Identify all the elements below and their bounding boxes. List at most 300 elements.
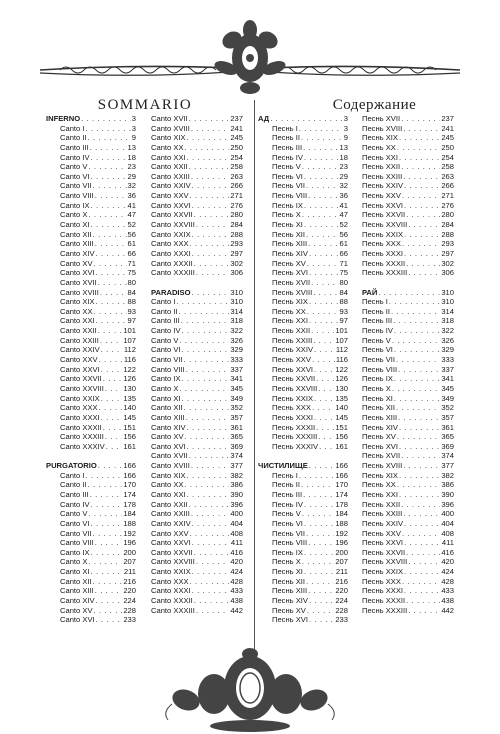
canto-label: Canto I xyxy=(151,297,176,307)
canto-label: Canto XXII xyxy=(60,326,97,336)
canto-label: Песнь XXVI xyxy=(362,200,404,210)
dot-leader xyxy=(192,586,230,596)
page-number: 297 xyxy=(441,248,454,258)
dot-leader xyxy=(408,220,440,230)
toc-spacer xyxy=(258,451,348,461)
canto-label: Песнь I xyxy=(272,470,298,480)
toc-entry xyxy=(46,336,136,346)
toc-entry xyxy=(46,191,136,201)
toc-entry xyxy=(46,365,136,375)
page-number: 310 xyxy=(230,297,243,307)
canto-label: Песнь V xyxy=(362,335,391,345)
page-number: 302 xyxy=(230,258,243,268)
dot-leader xyxy=(91,220,127,230)
toc-entry xyxy=(258,615,348,625)
dot-leader xyxy=(308,586,334,596)
toc-entry xyxy=(258,471,348,481)
toc-entry xyxy=(362,538,454,548)
toc-entry xyxy=(258,567,348,577)
dot-leader xyxy=(311,326,334,336)
dot-leader xyxy=(105,384,122,394)
page-number: 433 xyxy=(441,586,454,596)
canto-label: Canto XXIV xyxy=(151,181,191,191)
dot-leader xyxy=(192,201,230,211)
dot-leader xyxy=(270,114,343,124)
toc-entry xyxy=(46,230,136,240)
canto-label: Песнь XXVIII xyxy=(272,383,318,393)
dot-leader xyxy=(189,500,230,510)
page-number: 29 xyxy=(127,171,136,181)
canto-label: Песнь XXI xyxy=(362,489,398,499)
dot-leader xyxy=(302,557,335,567)
toc-entry xyxy=(46,143,136,153)
top-ornament-illustration xyxy=(0,0,500,100)
page-number: 369 xyxy=(230,441,243,451)
dot-leader xyxy=(408,606,440,616)
dot-leader xyxy=(316,374,334,384)
toc-entry xyxy=(258,230,348,240)
toc-entry xyxy=(362,548,454,558)
section-title: РАЙ xyxy=(362,287,378,297)
page-number: 433 xyxy=(230,586,243,596)
dot-leader xyxy=(94,259,127,269)
canto-label: Песнь XXIII xyxy=(272,335,313,345)
page-number: 135 xyxy=(123,393,136,403)
dot-leader xyxy=(179,336,229,346)
dot-leader xyxy=(185,432,230,442)
toc-entry xyxy=(151,384,243,394)
toc-entry xyxy=(258,374,348,384)
page-number: 404 xyxy=(230,518,243,528)
canto-label: Canto XXIV xyxy=(151,518,191,528)
toc-entry xyxy=(258,336,348,346)
toc-entry xyxy=(151,548,243,558)
toc-entry xyxy=(151,345,243,355)
page-number: 245 xyxy=(441,133,454,143)
canto-label: Canto VI xyxy=(151,345,181,355)
page-number: 258 xyxy=(230,162,243,172)
page-number: 84 xyxy=(339,287,348,297)
page-number: 151 xyxy=(335,422,348,432)
canto-label: Canto VII xyxy=(151,355,183,365)
dot-leader xyxy=(88,557,122,567)
page-number: 75 xyxy=(127,268,136,278)
dot-leader xyxy=(194,548,230,558)
page-number: 216 xyxy=(335,576,348,586)
canto-label: Canto XXXI xyxy=(151,248,191,258)
toc-entry xyxy=(362,191,454,201)
dot-leader xyxy=(402,239,440,249)
dot-leader xyxy=(186,413,230,423)
dot-leader xyxy=(88,210,126,220)
toc-entry xyxy=(362,210,454,220)
toc-entry xyxy=(151,500,243,510)
dot-leader xyxy=(181,316,230,326)
page-number: 365 xyxy=(441,432,454,442)
dot-leader xyxy=(93,529,123,539)
page-number: 349 xyxy=(230,393,243,403)
toc-entry xyxy=(258,413,348,423)
canto-label: Canto XXVI xyxy=(151,200,191,210)
canto-label: Песнь XXVI xyxy=(362,538,404,548)
dot-leader xyxy=(306,230,339,240)
dot-leader xyxy=(319,442,334,452)
canto-label: Песнь XXV xyxy=(362,528,401,538)
dot-leader xyxy=(95,538,123,548)
page-number: 306 xyxy=(230,268,243,278)
toc-entry xyxy=(151,413,243,423)
canto-label: Canto X xyxy=(151,383,179,393)
dot-leader xyxy=(190,191,230,201)
toc-entry xyxy=(151,355,243,365)
dot-leader xyxy=(406,548,440,558)
page-number: 170 xyxy=(335,480,348,490)
dot-leader xyxy=(308,191,338,201)
page-number: 126 xyxy=(123,374,136,384)
page-number: 386 xyxy=(230,480,243,490)
canto-label: Песнь XXXII xyxy=(362,258,406,268)
dot-leader xyxy=(88,133,131,143)
dot-leader xyxy=(96,249,127,259)
canto-label: Песнь XVII xyxy=(362,451,401,461)
dot-leader xyxy=(182,394,230,404)
toc-entry xyxy=(151,480,243,490)
canto-label: Canto XIII xyxy=(151,412,185,422)
canto-label: Песнь XIX xyxy=(362,470,398,480)
dot-leader xyxy=(399,133,440,143)
canto-label: Песнь XXXI xyxy=(362,586,404,596)
dot-leader xyxy=(304,172,339,182)
toc-entry xyxy=(362,336,454,346)
toc-entry xyxy=(151,432,243,442)
toc-entry xyxy=(362,384,454,394)
toc-entry xyxy=(151,114,243,124)
dot-leader xyxy=(404,230,440,240)
canto-label: Песнь XIX xyxy=(362,133,398,143)
toc-entry xyxy=(151,423,243,433)
toc-entry xyxy=(151,162,243,172)
page-number: 352 xyxy=(230,403,243,413)
page-number: 178 xyxy=(123,499,136,509)
toc-entry xyxy=(151,239,243,249)
canto-label: Canto XXVII xyxy=(60,374,102,384)
canto-label: Песнь XI xyxy=(362,393,393,403)
dot-leader xyxy=(404,201,440,211)
dot-leader xyxy=(302,210,339,220)
canto-label: Песнь IV xyxy=(362,326,393,336)
dot-leader xyxy=(401,114,440,124)
canto-label: Canto XXX xyxy=(60,403,98,413)
dot-leader xyxy=(191,172,229,182)
toc-entry xyxy=(46,124,136,134)
dot-leader xyxy=(309,249,339,259)
page-number: 341 xyxy=(230,374,243,384)
dot-leader xyxy=(309,268,339,278)
dot-leader xyxy=(179,384,229,394)
toc-entry xyxy=(46,596,136,606)
toc-section-heading xyxy=(362,288,454,298)
dot-leader xyxy=(106,442,123,452)
toc-entry xyxy=(258,143,348,153)
dot-leader xyxy=(299,124,343,134)
page-number: 404 xyxy=(441,518,454,528)
dot-leader xyxy=(91,172,127,182)
toc-entry xyxy=(362,413,454,423)
page-number: 341 xyxy=(441,374,454,384)
page-number: 293 xyxy=(441,239,454,249)
canto-label: Canto XXXI xyxy=(60,412,100,422)
dot-leader xyxy=(194,259,230,269)
page-number: 357 xyxy=(441,412,454,422)
page-number: 442 xyxy=(441,605,454,615)
canto-label: Canto XXXIV xyxy=(60,441,105,451)
page-number: 161 xyxy=(335,441,348,451)
canto-label: Песнь XXXI xyxy=(272,412,314,422)
toc-entry xyxy=(258,220,348,230)
page-number: 166 xyxy=(123,461,136,471)
dot-leader xyxy=(408,268,440,278)
canto-label: Canto XXVII xyxy=(151,547,193,557)
page-number: 233 xyxy=(123,615,136,625)
toc-spacer xyxy=(151,278,243,288)
page-number: 178 xyxy=(335,499,348,509)
canto-label: Canto XVI xyxy=(60,615,95,625)
page-number: 61 xyxy=(127,239,136,249)
dot-leader xyxy=(196,557,229,567)
page-number: 322 xyxy=(441,326,454,336)
toc-entry xyxy=(362,365,454,375)
page-number: 29 xyxy=(339,171,348,181)
dot-leader xyxy=(100,288,127,298)
page-number: 420 xyxy=(230,557,243,567)
dot-leader xyxy=(194,596,230,606)
dot-leader xyxy=(190,577,230,587)
page-number: 32 xyxy=(127,181,136,191)
page-number: 211 xyxy=(123,567,136,577)
dot-leader xyxy=(184,403,230,413)
toc-entry xyxy=(46,557,136,567)
toc-entry xyxy=(258,162,348,172)
toc-entry xyxy=(362,326,454,336)
toc-entry xyxy=(258,124,348,134)
page-number: 97 xyxy=(127,316,136,326)
canto-label: Песнь XX xyxy=(272,306,306,316)
toc-entry xyxy=(46,374,136,384)
page-number: 228 xyxy=(335,605,348,615)
toc-entry xyxy=(46,278,136,288)
dot-leader xyxy=(185,143,230,153)
dot-leader xyxy=(93,181,127,191)
toc-entry xyxy=(362,114,454,124)
canto-label: Песнь I xyxy=(362,297,388,307)
canto-label: Canto IV xyxy=(60,499,90,509)
page-number: 216 xyxy=(123,576,136,586)
dot-leader xyxy=(394,374,440,384)
dot-leader xyxy=(90,143,127,153)
canto-label: Canto XVI xyxy=(151,441,186,451)
dot-leader xyxy=(103,374,123,384)
dot-leader xyxy=(91,201,127,211)
page-number: 13 xyxy=(127,142,136,152)
canto-label: Песнь XXIV xyxy=(272,345,314,355)
canto-label: Песнь IV xyxy=(272,499,303,509)
page-number: 192 xyxy=(335,528,348,538)
page-number: 245 xyxy=(230,133,243,143)
dot-leader xyxy=(304,153,339,163)
toc-entry xyxy=(46,288,136,298)
toc-entry xyxy=(362,596,454,606)
dot-leader xyxy=(98,278,127,288)
dot-leader xyxy=(192,249,230,259)
title-soderzhanie: Содержание xyxy=(332,97,417,113)
toc-entry xyxy=(46,326,136,336)
toc-entry xyxy=(258,278,348,288)
toc-spacer xyxy=(362,278,454,288)
page-number: 293 xyxy=(230,239,243,249)
canto-label: Песнь VI xyxy=(272,171,303,181)
canto-label: Песнь II xyxy=(362,306,390,316)
page-number: 326 xyxy=(441,335,454,345)
toc-entry xyxy=(258,586,348,596)
canto-label: Песнь X xyxy=(362,383,391,393)
page-number: 396 xyxy=(441,499,454,509)
dot-leader xyxy=(179,307,230,317)
canto-label: Песнь XXIII xyxy=(362,171,403,181)
dot-leader xyxy=(101,413,123,423)
toc-entry xyxy=(258,596,348,606)
page-number: 84 xyxy=(127,287,136,297)
toc-entry xyxy=(362,374,454,384)
page-number: 188 xyxy=(123,518,136,528)
canto-label: Canto V xyxy=(151,335,179,345)
toc-entry xyxy=(46,162,136,172)
canto-label: Canto VII xyxy=(60,528,92,538)
dot-leader xyxy=(91,500,123,510)
toc-entry xyxy=(151,336,243,346)
page-number: 284 xyxy=(230,220,243,230)
toc-entry xyxy=(258,210,348,220)
page-number: 200 xyxy=(123,547,136,557)
dot-leader xyxy=(403,461,440,471)
dot-leader xyxy=(96,297,127,307)
canto-label: Canto XII xyxy=(60,229,92,239)
page-number: 188 xyxy=(335,518,348,528)
canto-label: Canto XXV xyxy=(60,355,98,365)
page-number: 310 xyxy=(230,287,243,297)
canto-label: Canto XIV xyxy=(60,248,95,258)
dot-leader xyxy=(192,230,230,240)
dot-leader xyxy=(88,509,122,519)
canto-label: Песнь XXIV xyxy=(362,181,404,191)
canto-label: Песнь XXV xyxy=(272,355,311,365)
page-number: 122 xyxy=(123,364,136,374)
toc-entry xyxy=(151,403,243,413)
canto-label: Песнь XXIX xyxy=(362,567,404,577)
toc-entry xyxy=(151,191,243,201)
toc-entry xyxy=(362,432,454,442)
page-number: 306 xyxy=(441,268,454,278)
page-number: 237 xyxy=(441,114,454,123)
page-number: 310 xyxy=(441,297,454,307)
page-number: 184 xyxy=(335,509,348,519)
toc-entry xyxy=(46,577,136,587)
page-number: 390 xyxy=(441,489,454,499)
page-number: 18 xyxy=(339,152,348,162)
page-number: 377 xyxy=(441,461,454,471)
toc-entry xyxy=(258,191,348,201)
toc-entry xyxy=(46,548,136,558)
toc-entry xyxy=(362,259,454,269)
dot-leader xyxy=(309,615,334,625)
dot-leader xyxy=(187,133,230,143)
dot-leader xyxy=(99,403,123,413)
toc-entry xyxy=(46,355,136,365)
dot-leader xyxy=(404,249,440,259)
page-number: 200 xyxy=(335,547,348,557)
section-title: INFERNO xyxy=(46,114,81,123)
dot-leader xyxy=(96,596,123,606)
dot-leader xyxy=(105,432,122,442)
toc-entry xyxy=(258,519,348,529)
dot-leader xyxy=(302,509,335,519)
toc-entry xyxy=(258,490,348,500)
dot-leader xyxy=(404,567,440,577)
dot-leader xyxy=(392,336,441,346)
canto-label: Canto XXII xyxy=(151,162,188,172)
canto-label: Canto IX xyxy=(60,200,90,210)
page-number: 224 xyxy=(335,596,348,606)
page-number: 374 xyxy=(441,451,454,461)
canto-label: Canto VIII xyxy=(60,191,94,201)
section-title: АД xyxy=(258,114,270,123)
toc-entry xyxy=(151,529,243,539)
toc-entry xyxy=(362,394,454,404)
page-number: 288 xyxy=(230,229,243,239)
toc-entry xyxy=(46,201,136,211)
canto-label: Песнь XIII xyxy=(272,239,308,249)
canto-label: Песнь XXIX xyxy=(272,393,314,403)
page-number: 318 xyxy=(441,316,454,326)
dot-leader xyxy=(192,538,230,548)
toc-entry xyxy=(46,307,136,317)
dot-leader xyxy=(402,577,440,587)
canto-label: Canto XXIX xyxy=(151,567,191,577)
canto-label: Песнь XXX xyxy=(362,239,401,249)
dot-leader xyxy=(96,268,127,278)
page-number: 61 xyxy=(339,239,348,249)
page-number: 408 xyxy=(230,528,243,538)
dot-leader xyxy=(318,432,334,442)
dot-leader xyxy=(192,567,230,577)
toc-entry xyxy=(151,451,243,461)
canto-label: Песнь III xyxy=(272,142,303,152)
page-number: 170 xyxy=(123,480,136,490)
toc-entry xyxy=(362,239,454,249)
page-number: 266 xyxy=(230,181,243,191)
dot-leader xyxy=(182,326,230,336)
dot-leader xyxy=(404,181,440,191)
dot-leader xyxy=(394,345,440,355)
page-number: 329 xyxy=(441,345,454,355)
toc-entry xyxy=(362,480,454,490)
page-number: 116 xyxy=(123,355,136,365)
dot-leader xyxy=(101,365,123,375)
canto-label: Песнь III xyxy=(362,316,393,326)
dot-leader xyxy=(397,143,440,153)
dot-leader xyxy=(397,480,440,490)
toc-entry xyxy=(151,307,243,317)
dot-leader xyxy=(101,394,123,404)
